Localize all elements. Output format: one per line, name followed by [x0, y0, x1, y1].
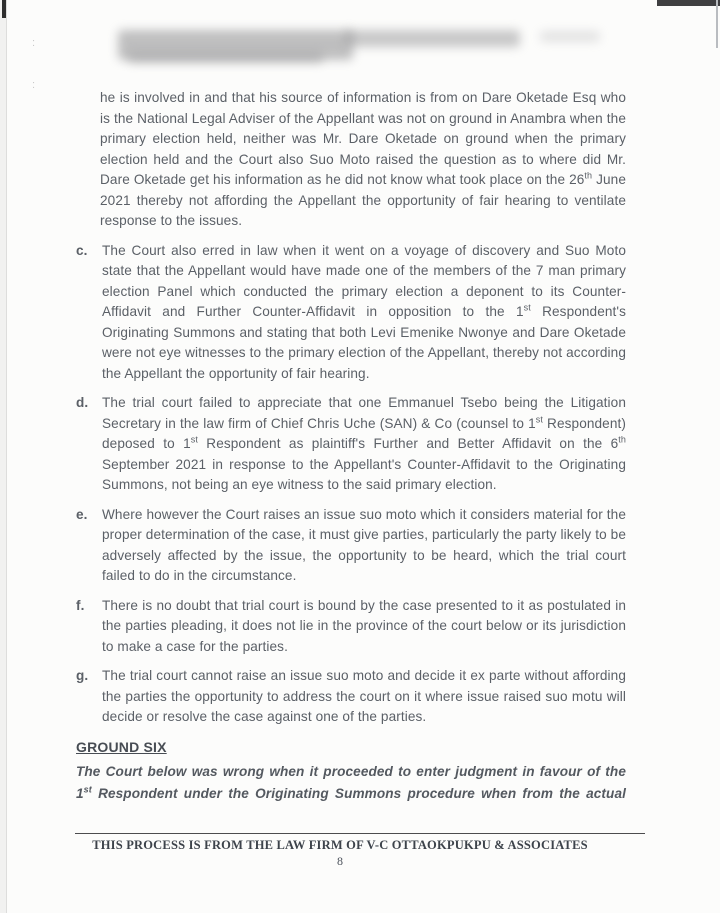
- page-number: 8: [337, 854, 343, 868]
- paragraph-continuation: he is involved in and that his source of information is from on Dare Oketade Esq who is the National Legal Adviser of the Appellant was not on ground in Anambra when the primary election held, neither was Mr. Dare Oketade on ground when the primary election held and the Court also Suo Moto raised the question as to where did Mr. Dare Oketade get his information as he did not know what took place on the 26th June 2021 thereby not affording the Appellant the opportunity of fair hearing to ventilate response to the issues.: [100, 90, 626, 228]
- item-letter: d.: [76, 395, 89, 410]
- ground-six-heading: GROUND SIX: [76, 738, 167, 755]
- ground-item-e: [76, 505, 626, 587]
- scan-speckle: :: [32, 79, 36, 91]
- item-text: The Court also erred in law when it went on a voyage of discovery and Suo Moto state that the Appellant would have made one of the members of the 7 man primary election Panel which conducted the primary election a deponent to its Counter-Affidavit and Further Counter-Affidavit in opposition to the 1st Respondent's Originating Summons and stating that both Levi Emenike Nwonye and Dare Oketade were not eye witnesses to the primary election of the Appellant, thereby not according the Appellant the opportunity of fair hearing.: [102, 242, 626, 381]
- item-letter: c.: [76, 242, 88, 258]
- ground-item-c: [76, 241, 626, 385]
- item-text: The trial court failed to appreciate that one Emmanuel Tsebo being the Litigation Secretary in the law firm of Chief Chris Uche (SAN) & Co (counsel to 1st Respondent) deposed to 1st Respondent as plaintiff's Further and Better Affidavit on the 6th September 2021 in response to the Appellant's Counter-Affidavit to the Originating Summons, not being an eye witness to the said primary election.: [102, 395, 626, 492]
- scan-right-edge-line: [716, 0, 718, 48]
- item-text: There is no doubt that trial court is bound by the case presented to it as postulated in the parties pleading, it does not lie in the province of the court below or its jurisdiction to make a case for the parties.: [102, 597, 626, 654]
- ground-six-text: The Court below was wrong when it proceeded to enter judgment in favour of the 1st Respondent under the Originating Summons procedure when from the actual: [76, 764, 626, 801]
- item-text: The trial court cannot raise an issue suo moto and decide it ex parte without affording the parties the opportunity to address the court on it where issue raised suo motu will decide or resolve the case against one of the parties.: [102, 668, 626, 724]
- document-body: [0, 88, 720, 805]
- scan-topright-bar: [657, 0, 720, 6]
- ground-item-f: [76, 596, 626, 658]
- ground-item-g: [76, 666, 626, 728]
- footer-text: THIS PROCESS IS FROM THE LAW FIRM OF V-C OTTAOKPUKPU & ASSOCIATES: [92, 838, 588, 852]
- blurred-stamp-smudge: [540, 31, 600, 42]
- blurred-stamp-smudge: [128, 52, 323, 63]
- item-text: Where however the Court raises an issue suo moto which it considers material for the proper determination of the case, it must give parties, particularly the party likely to be adversely affected by the issue, the opportunity to be heard, which the trial court failed to do in the circumstance.: [102, 506, 626, 583]
- blurred-stamp-smudge: [345, 30, 520, 47]
- item-letter: g.: [76, 668, 89, 683]
- item-letter: f.: [76, 597, 85, 613]
- scan-speckle: :: [32, 37, 36, 49]
- footer-rule: [75, 833, 645, 834]
- ground-item-d: [76, 393, 626, 496]
- item-letter: e.: [76, 506, 88, 522]
- scan-corner-mark: [2, 0, 6, 18]
